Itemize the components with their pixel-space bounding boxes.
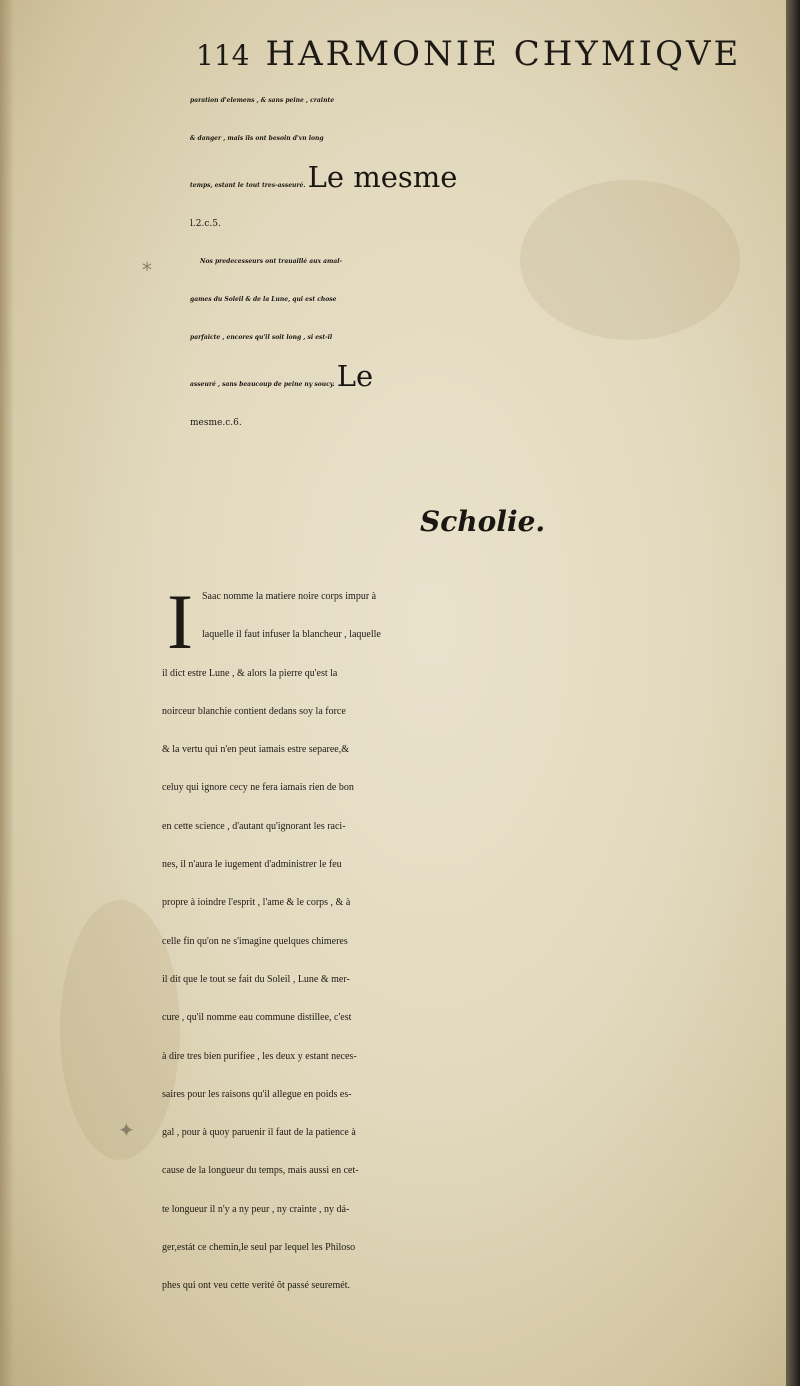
source-reference-continuation: l.2.c.5.: [190, 219, 221, 229]
quotation-line: Nos predecesseurs ont trauaillé aux amal-: [200, 258, 343, 265]
body-line: à dire tres bien purifiee , les deux y estant neces-: [162, 1050, 357, 1062]
body-line: saires pour les raisons qu'il allegue en poids es-: [162, 1088, 352, 1100]
body-line: te longueur il n'y a ny peur , ny crainte , ny dá-: [162, 1203, 350, 1215]
margin-mark: ✦: [118, 1118, 135, 1142]
drop-cap: I: [167, 578, 193, 665]
body-line: celuy qui ignore cecy ne fera iamais rien de bon: [162, 782, 354, 794]
source-reference-continuation: mesme.c.6.: [190, 418, 242, 428]
margin-mark: *: [142, 258, 152, 282]
quotation-line-text: temps, estant le tout tres-asseuré.: [190, 182, 306, 189]
body-line: il dict estre Lune , & alors la pierre qu'est la: [162, 667, 338, 679]
body-line: phes qui ont veu cette verité õt passé seuremét.: [162, 1280, 350, 1292]
body-line: noirceur blanchie contient dedans soy la force: [162, 705, 346, 717]
quotation-block: [190, 82, 786, 442]
page-edge-shadow: [0, 0, 14, 1386]
body-text: [162, 578, 786, 1306]
quotation-line: & danger , mais ils ont besoin d'vn long: [190, 135, 324, 142]
body-line: laquelle il faut infuser la blancheur , laquelle: [202, 629, 381, 641]
quotation-line-text: asseuré , sans beaucoup de peine ny soucy.: [190, 381, 335, 388]
page-number: 114: [196, 39, 250, 72]
source-reference: Le: [336, 359, 374, 393]
book-binding: [786, 0, 800, 1386]
quotation-line: [190, 357, 786, 404]
body-line: Saac nomme la matiere noire corps impur à: [202, 591, 377, 602]
quotation-line: parfaicte , encores qu'il soit long , si est-il: [190, 334, 333, 341]
body-line: en cette science , d'autant qu'ignorant les raci-: [162, 820, 346, 832]
quotation-line: [190, 158, 786, 205]
body-line: cause de la longueur du temps, mais aussi en cet-: [162, 1165, 359, 1177]
section-heading: Scholie.: [420, 505, 546, 538]
body-line: gal , pour à quoy paruenir il faut de la patience à: [162, 1127, 356, 1139]
body-line: celle fin qu'on ne s'imagine quelques chimeres: [162, 935, 348, 947]
body-line: & la vertu qui n'en peut iamais estre separee,&: [162, 744, 350, 756]
book-title: HARMONIE CHYMIQVE: [265, 34, 742, 74]
body-line: ger,estát ce chemin,le seul par lequel les Philoso: [162, 1242, 356, 1254]
body-line: il dit que le tout se fait du Soleil , Lune & mer-: [162, 973, 350, 985]
quotation-line: paration d'elemens , & sans peine , crainte: [190, 97, 335, 104]
source-reference: Le mesme: [307, 160, 458, 194]
quotation-line: games du Soleil & de la Lune, qui est chose: [190, 296, 337, 303]
running-head: [196, 34, 786, 74]
body-line: cure , qu'il nomme eau commune distillee, c'est: [162, 1012, 352, 1024]
body-line: propre à ioindre l'esprit , l'ame & le corps , & à: [162, 897, 351, 909]
body-line: nes, il n'aura le iugement d'administrer le feu: [162, 859, 342, 871]
